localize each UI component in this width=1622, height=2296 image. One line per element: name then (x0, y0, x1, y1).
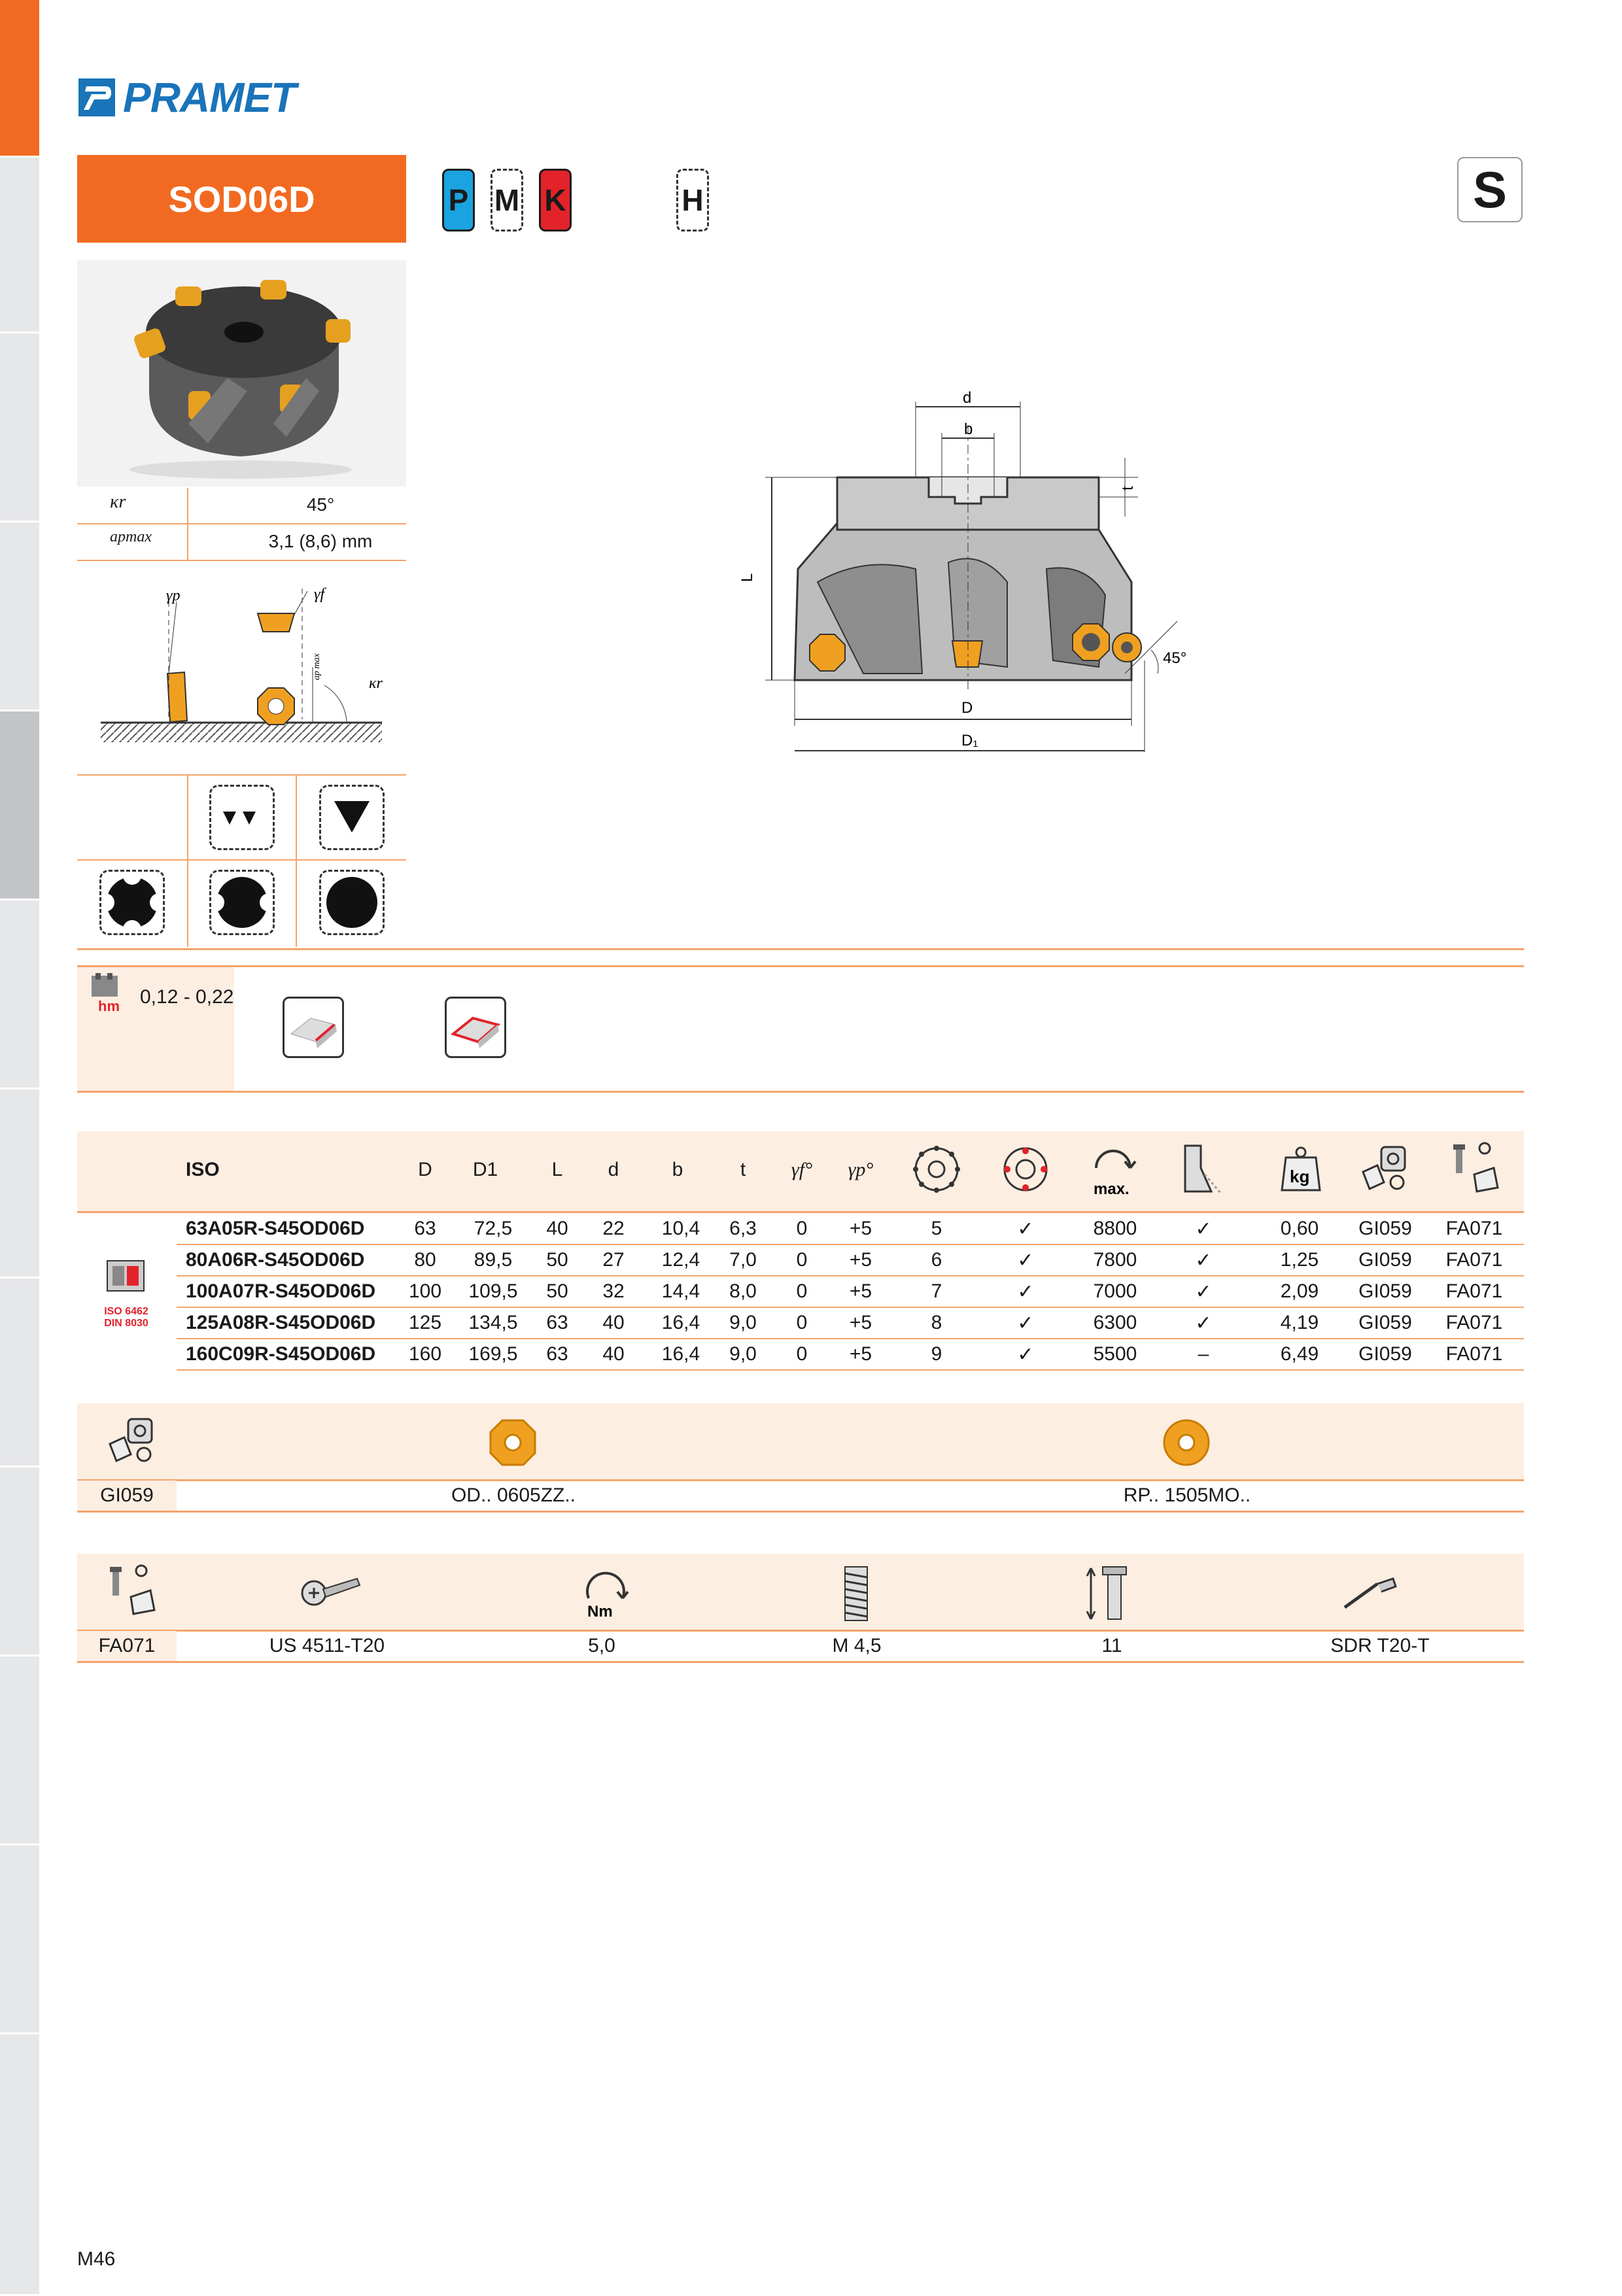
table-cell: ✓ (1195, 1312, 1212, 1334)
table-cell: 12,4 (661, 1249, 700, 1271)
insert-rp[interactable]: RP.. 1505MO.. (1123, 1484, 1251, 1506)
table-cell: GI059 (1358, 1249, 1412, 1271)
octagonal-insert-icon[interactable] (488, 1418, 538, 1467)
side-tab[interactable] (0, 1656, 39, 1845)
table-cell: 5500 (1093, 1343, 1137, 1365)
table-cell: 14,4 (661, 1280, 700, 1302)
table-cell: GI059 (1358, 1280, 1412, 1302)
max-rpm-icon (1087, 1142, 1139, 1197)
material-m-badge: M (491, 169, 523, 231)
table-cell: 8,0 (729, 1280, 757, 1302)
table-cell: 6300 (1093, 1312, 1137, 1333)
row-divider (177, 1338, 1524, 1339)
svg-text:Nm: Nm (587, 1603, 613, 1620)
insert-shape-grid (77, 774, 406, 947)
interrupted-cut-icon (99, 870, 165, 935)
table-cell: 32 (602, 1280, 625, 1302)
svg-text:ap max: ap max (312, 653, 322, 680)
insert-set-code: GI059 (100, 1484, 154, 1506)
table-cell: 169,5 (468, 1343, 518, 1365)
svg-text:hm: hm (98, 998, 120, 1014)
table-cell: 27 (602, 1249, 625, 1271)
feed-value: 0,12 - 0,22 (140, 986, 234, 1008)
table-cell: 0 (796, 1312, 808, 1333)
thread-size: M 4,5 (832, 1635, 882, 1656)
insert-od[interactable]: OD.. 0605ZZ.. (451, 1484, 576, 1506)
kappa-label: κr (369, 675, 383, 692)
weight-icon (1278, 1144, 1324, 1194)
table-cell: ✓ (1195, 1250, 1212, 1271)
table-cell: 40 (602, 1312, 625, 1333)
table-cell: +5 (849, 1343, 872, 1365)
table-cell: GI059 (1358, 1218, 1412, 1239)
table-cell: 63 (546, 1343, 568, 1365)
side-tab[interactable] (0, 523, 39, 711)
side-tab[interactable] (0, 1278, 39, 1467)
table-cell: – (1198, 1343, 1209, 1365)
table-cell: 50 (546, 1280, 568, 1302)
side-tab[interactable] (0, 2034, 39, 2296)
spec-kr-row (77, 487, 406, 524)
table-cell: 9,0 (729, 1312, 757, 1333)
insert-parts-icon (1358, 1143, 1410, 1195)
material-p-badge: P (442, 169, 475, 231)
torque-icon (578, 1566, 633, 1620)
table-cell-iso-code[interactable]: 160C09R-S45OD06D (186, 1343, 376, 1365)
table-cell: FA071 (1445, 1343, 1503, 1365)
material-k-badge: K (539, 169, 572, 231)
shoulder-milling-icon (445, 997, 506, 1058)
table-cell: 89,5 (474, 1249, 513, 1271)
accessories-header-bg (77, 1554, 1524, 1631)
tool-technical-drawing (733, 386, 1203, 765)
page-number: M46 (77, 2248, 116, 2270)
brand-logo (77, 73, 296, 122)
row-divider (177, 1244, 1524, 1245)
feed-per-tooth-icon (84, 972, 127, 1015)
row-divider (177, 1275, 1524, 1277)
table-cell: 80 (414, 1249, 436, 1271)
table-cell: ✓ (1195, 1218, 1212, 1240)
max-label: max. (1094, 1180, 1130, 1197)
table-cell-iso-code[interactable]: 125A08R-S45OD06D (186, 1312, 376, 1333)
table-cell: 0 (796, 1280, 808, 1302)
ramping-icon (1181, 1142, 1227, 1197)
side-tab[interactable] (0, 900, 39, 1089)
table-cell: 0,60 (1280, 1218, 1319, 1239)
spec-divider (187, 488, 188, 560)
screw-icon (298, 1567, 364, 1619)
table-cell: 16,4 (661, 1343, 700, 1365)
table-cell: FA071 (1445, 1218, 1503, 1239)
table-cell: 0 (796, 1343, 808, 1365)
dim-angle: 45° (1163, 649, 1187, 667)
dim-L: L (738, 573, 756, 582)
table-cell: 9,0 (729, 1343, 757, 1365)
gamma-f-label: γf (314, 586, 325, 603)
table-cell: 0 (796, 1218, 808, 1239)
insert-geometry-diagram (98, 575, 386, 765)
table-cell: 9 (931, 1343, 942, 1365)
product-title: SOD06D (77, 155, 406, 243)
thread-icon (840, 1564, 872, 1623)
face-milling-icon (283, 997, 344, 1058)
table-cell: 16,4 (661, 1312, 700, 1333)
table-cell: 0 (796, 1249, 808, 1271)
spare-parts-icon (105, 1564, 157, 1619)
table-cell: 100 (408, 1280, 442, 1302)
dim-t: t (1119, 486, 1137, 490)
side-tab[interactable] (0, 158, 39, 334)
light-cut-icon (209, 785, 275, 850)
table-cell: 22 (602, 1218, 625, 1239)
round-insert-icon[interactable] (1162, 1418, 1211, 1467)
screw-length: 11 (1101, 1635, 1122, 1656)
table-cell: 8800 (1093, 1218, 1137, 1239)
table-cell: GI059 (1358, 1343, 1412, 1365)
iso-badge-line1: ISO 6462 (104, 1306, 148, 1317)
side-tab-active[interactable] (0, 0, 39, 158)
table-cell: 72,5 (474, 1218, 513, 1239)
table-cell: 4,19 (1280, 1312, 1319, 1333)
spec-ap-row (77, 523, 406, 561)
table-cell: 160 (408, 1343, 442, 1365)
ap-value: 3,1 (8,6) mm (268, 531, 373, 551)
table-cell: +5 (849, 1218, 872, 1239)
table-cell: 2,09 (1280, 1280, 1319, 1302)
table-cell: 7 (931, 1280, 942, 1302)
dim-d: d (963, 389, 972, 407)
table-cell-iso-code[interactable]: 63A05R-S45OD06D (186, 1218, 365, 1239)
table-cell: 134,5 (468, 1312, 518, 1333)
kr-value: 45° (306, 494, 335, 515)
table-cell: +5 (849, 1249, 872, 1271)
table-cell: FA071 (1445, 1312, 1503, 1333)
side-tab[interactable] (0, 1089, 39, 1278)
table-cell: 1,25 (1280, 1249, 1319, 1271)
col-gamma-p: γp° (848, 1159, 874, 1180)
table-cell: 6,3 (729, 1218, 757, 1239)
side-navigation-strip (0, 0, 39, 2294)
table-cell: ✓ (1017, 1250, 1034, 1271)
table-cell: 7000 (1093, 1280, 1137, 1302)
table-cell: ✓ (1017, 1218, 1034, 1240)
screw-length-icon (1086, 1564, 1131, 1623)
table-cell: GI059 (1358, 1312, 1412, 1333)
table-cell: ✓ (1017, 1281, 1034, 1303)
table-cell: 50 (546, 1249, 568, 1271)
table-cell: ✓ (1195, 1281, 1212, 1303)
key-icon (1341, 1569, 1400, 1615)
col-t: t (740, 1159, 746, 1180)
col-small-d: d (608, 1159, 619, 1180)
table-cell-iso-code[interactable]: 80A06R-S45OD06D (186, 1249, 365, 1271)
table-cell: 40 (602, 1343, 625, 1365)
table-cell: 63 (546, 1312, 568, 1333)
dim-D1: D₁ (961, 732, 978, 749)
table-cell: 6 (931, 1249, 942, 1271)
dim-D: D (961, 699, 973, 717)
side-tab[interactable] (0, 1467, 39, 1656)
table-cell: +5 (849, 1280, 872, 1302)
side-tab[interactable] (0, 1845, 39, 2034)
col-b: b (672, 1159, 683, 1180)
table-cell: 7800 (1093, 1249, 1137, 1271)
accessory-code: FA071 (98, 1635, 156, 1656)
material-h-badge: H (676, 169, 709, 231)
side-tab-highlighted[interactable] (0, 711, 39, 900)
continuous-cut-icon (319, 870, 385, 935)
product-group-badge: S (1457, 157, 1523, 222)
coolant-through-icon (1001, 1144, 1050, 1194)
table-cell: 125 (408, 1312, 442, 1333)
table-cell: ✓ (1017, 1312, 1034, 1334)
table-cell: FA071 (1445, 1249, 1503, 1271)
product-photo (77, 260, 406, 487)
table-cell: ✓ (1017, 1344, 1034, 1365)
insert-parts-icon (105, 1415, 157, 1467)
kr-label: κr (110, 492, 126, 512)
screw-code[interactable]: US 4511-T20 (269, 1635, 385, 1656)
col-iso: ISO (186, 1159, 220, 1180)
table-cell-iso-code[interactable]: 100A07R-S45OD06D (186, 1280, 376, 1302)
side-tab[interactable] (0, 334, 39, 523)
table-cell: 40 (546, 1218, 568, 1239)
spare-parts-icon (1448, 1142, 1500, 1197)
iso-badge-line2: DIN 8030 (104, 1318, 148, 1329)
table-cell: 6,49 (1280, 1343, 1319, 1365)
pramet-logo-icon (77, 77, 119, 118)
table-cell: 5 (931, 1218, 942, 1239)
row-divider (177, 1307, 1524, 1308)
table-cell: 63 (414, 1218, 436, 1239)
semi-interrupted-cut-icon (209, 870, 275, 935)
svg-text:kg: kg (1290, 1167, 1310, 1186)
row-divider (177, 1369, 1524, 1371)
col-d: D (418, 1159, 432, 1180)
brand-name: PRAMET (123, 74, 296, 121)
table-cell: FA071 (1445, 1280, 1503, 1302)
col-gamma-f: γf° (791, 1159, 813, 1180)
table-cell: 7,0 (729, 1249, 757, 1271)
table-cell: 10,4 (661, 1218, 700, 1239)
col-d1: D1 (472, 1159, 498, 1180)
ap-label: apmax (110, 528, 152, 545)
teeth-count-icon (912, 1144, 961, 1194)
col-l: L (551, 1159, 563, 1180)
iso-din-badge (98, 1257, 154, 1329)
gamma-p-label: γp (166, 587, 181, 604)
heavy-cut-icon (319, 785, 385, 850)
table-cell: 109,5 (468, 1280, 518, 1302)
torque-value: 5,0 (588, 1635, 615, 1656)
table-cell: 8 (931, 1312, 942, 1333)
inserts-header-bg (77, 1403, 1524, 1481)
key-code[interactable]: SDR T20-T (1330, 1635, 1430, 1656)
table-cell: +5 (849, 1312, 872, 1333)
dim-b: b (964, 420, 973, 438)
